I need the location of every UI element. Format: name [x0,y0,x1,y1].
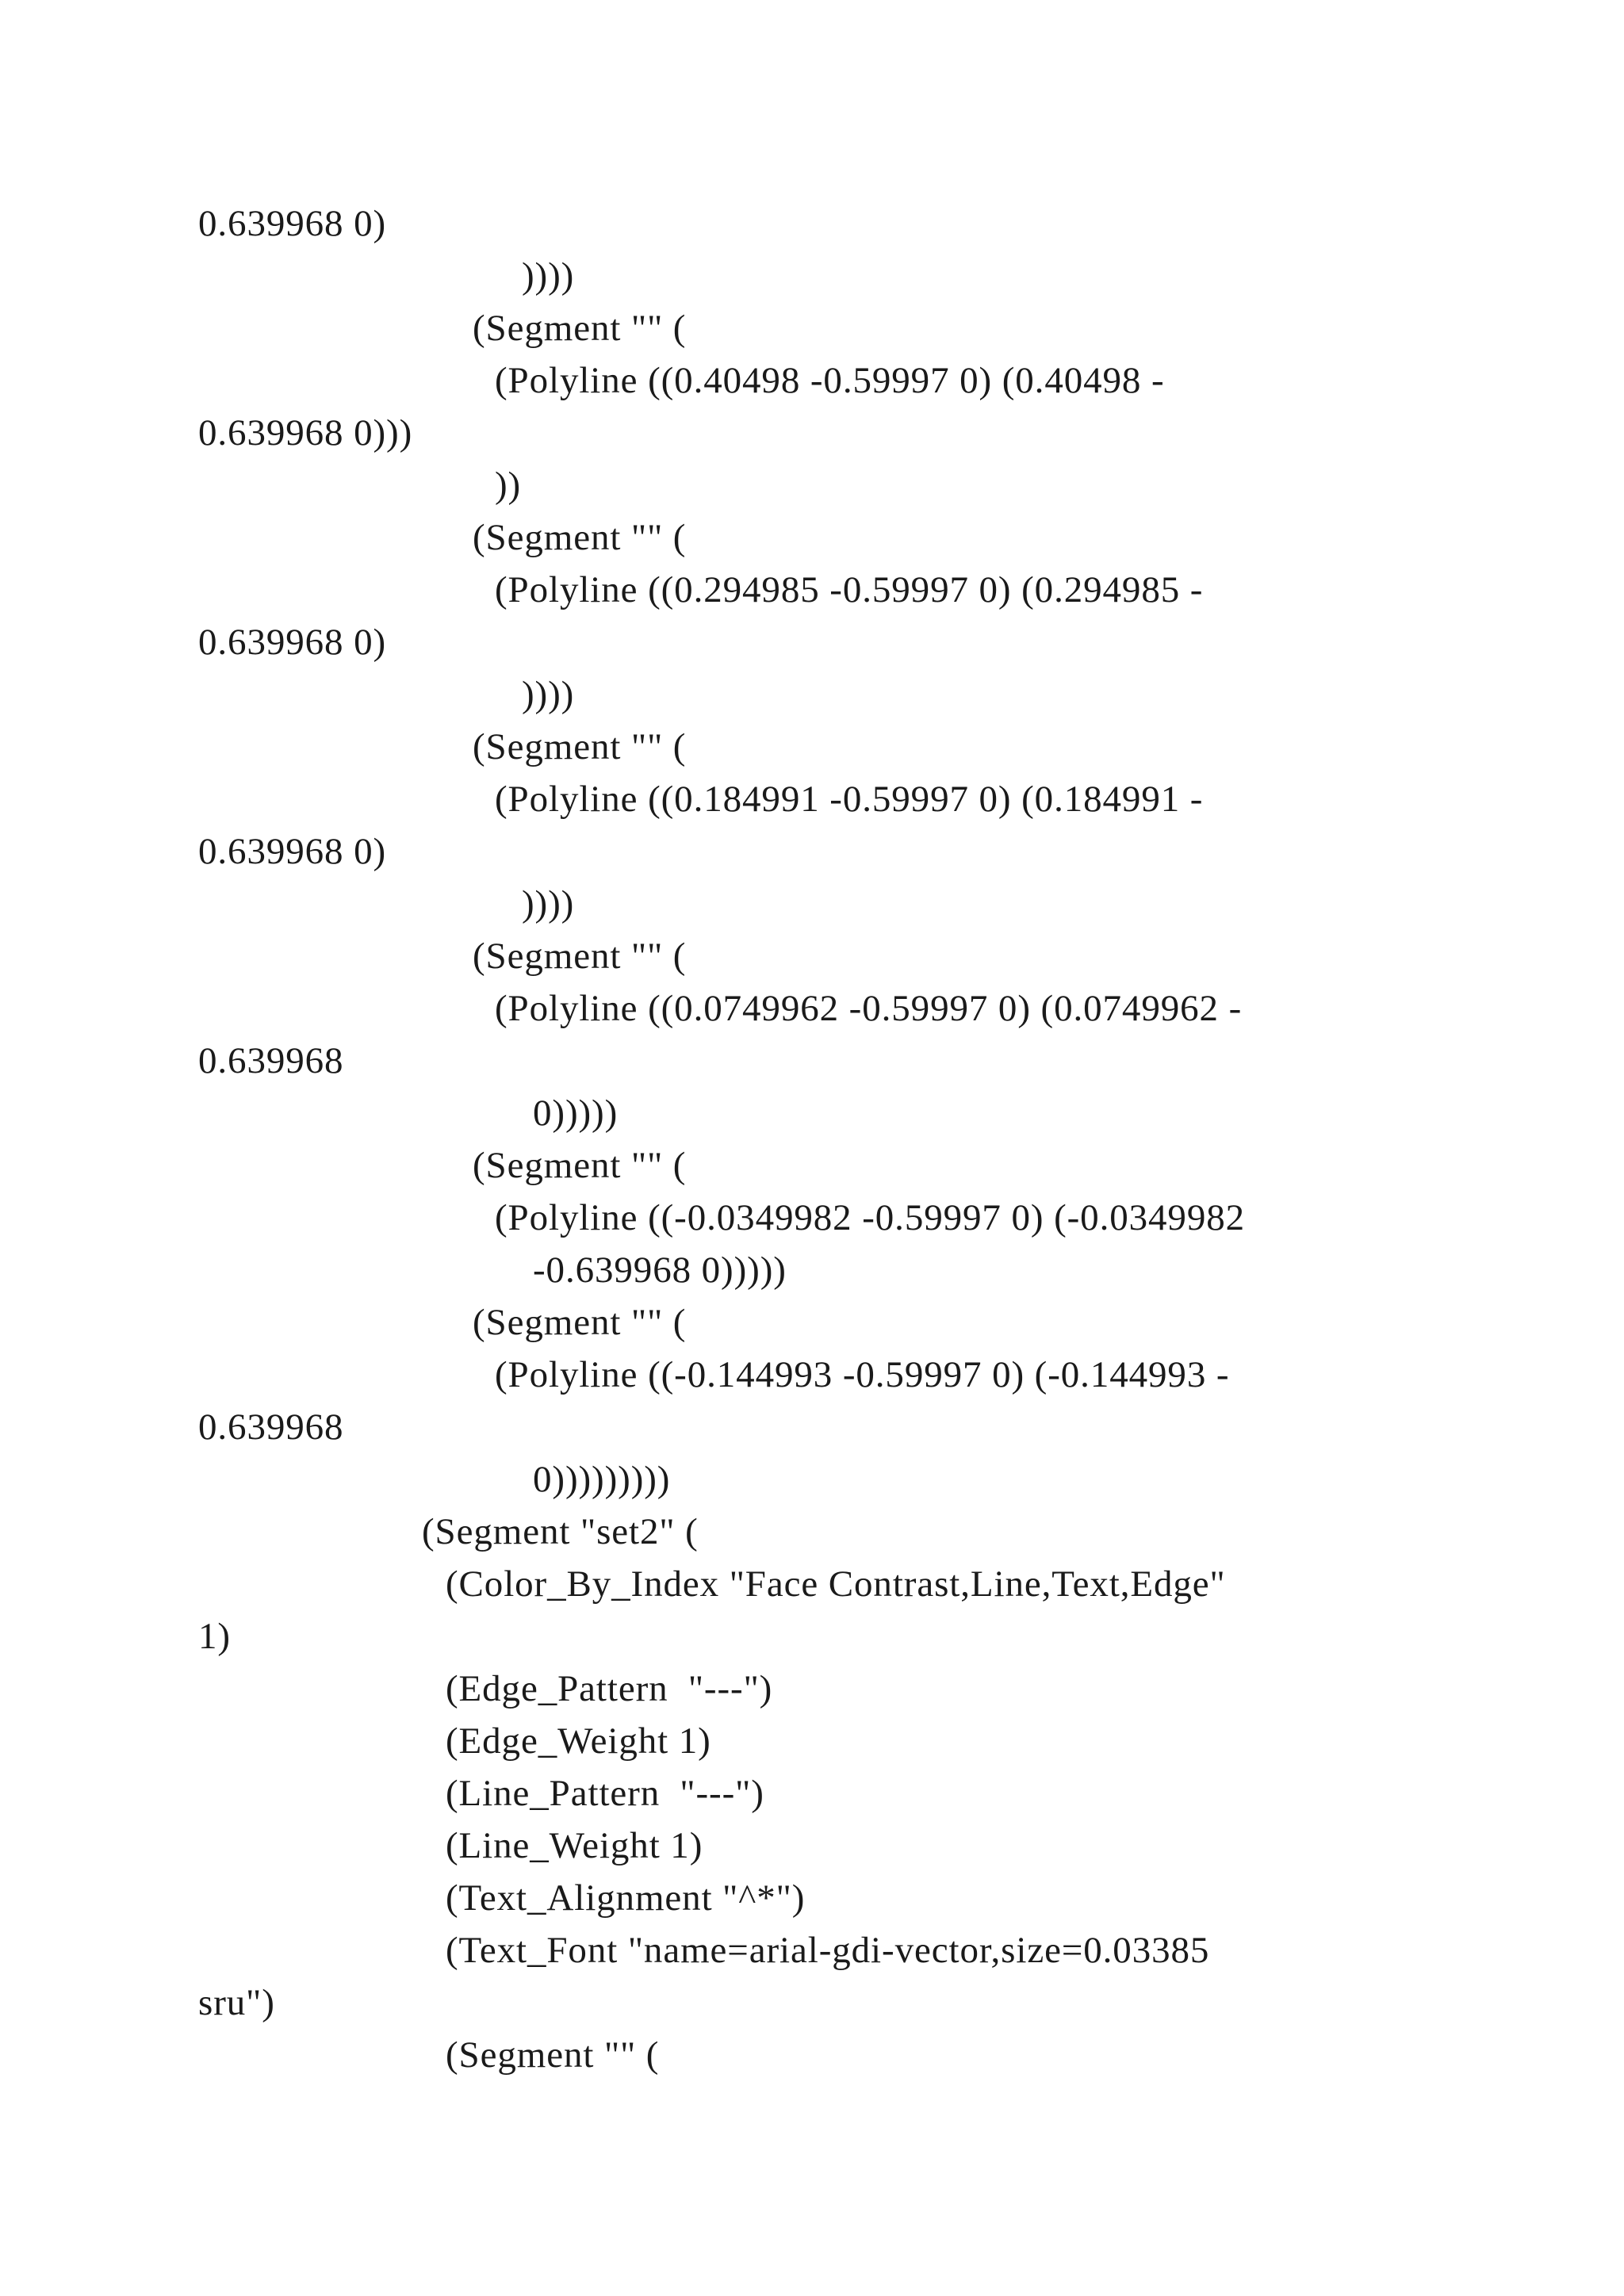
text-line: (Polyline ((0.40498 -0.59997 0) (0.40498 - [495,360,1165,401]
text-line: )))) [522,255,575,297]
text-line: 1) [198,1616,231,1657]
text-line: (Segment "" ( [473,517,687,558]
text-line: 0.639968 0) [198,622,387,663]
text-line: (Segment "" ( [473,726,687,767]
text-line: -0.639968 0))))) [533,1249,787,1291]
text-line: 0.639968 [198,1040,344,1081]
text-line: 0.639968 0))) [198,412,413,453]
text-line: (Text_Font "name=arial-gdi-vector,size=0.03385 [446,1930,1210,1971]
text-line: (Edge_Weight 1) [446,1720,711,1762]
text-line: 0))))))))) [533,1459,671,1500]
text-line: sru") [198,1982,275,2023]
text-line: (Color_By_Index "Face Contrast,Line,Text,Edge" [446,1563,1226,1605]
text-line: )))) [522,883,575,924]
text-line: (Segment "" ( [473,308,687,349]
text-line: (Polyline ((0.184991 -0.59997 0) (0.184991 - [495,779,1204,820]
text-line: (Segment "" ( [446,2034,660,2076]
text-line: 0.639968 0) [198,831,387,872]
text-line: (Segment "" ( [473,1302,687,1343]
text-line: (Line_Pattern "---") [446,1773,764,1814]
text-line: (Segment "" ( [473,936,687,977]
text-line: (Polyline ((-0.0349982 -0.59997 0) (-0.0349982 [495,1197,1246,1238]
text-line: 0.639968 0) [198,203,387,244]
text-line: (Text_Alignment "^*") [446,1877,806,1919]
text-line: (Segment "set2" ( [422,1511,699,1552]
text-line: 0.639968 [198,1406,344,1448]
text-line: )))) [522,674,575,715]
text-line: )) [495,465,522,506]
text-line: (Edge_Pattern "---") [446,1668,773,1709]
text-line: (Polyline ((0.294985 -0.59997 0) (0.294985 - [495,569,1204,610]
text-line: (Polyline ((0.0749962 -0.59997 0) (0.0749962 - [495,988,1243,1029]
text-line: (Polyline ((-0.144993 -0.59997 0) (-0.144993 - [495,1354,1230,1395]
text-line: 0))))) [533,1093,619,1134]
text-line: (Segment "" ( [473,1145,687,1186]
text-line: (Line_Weight 1) [446,1825,703,1866]
